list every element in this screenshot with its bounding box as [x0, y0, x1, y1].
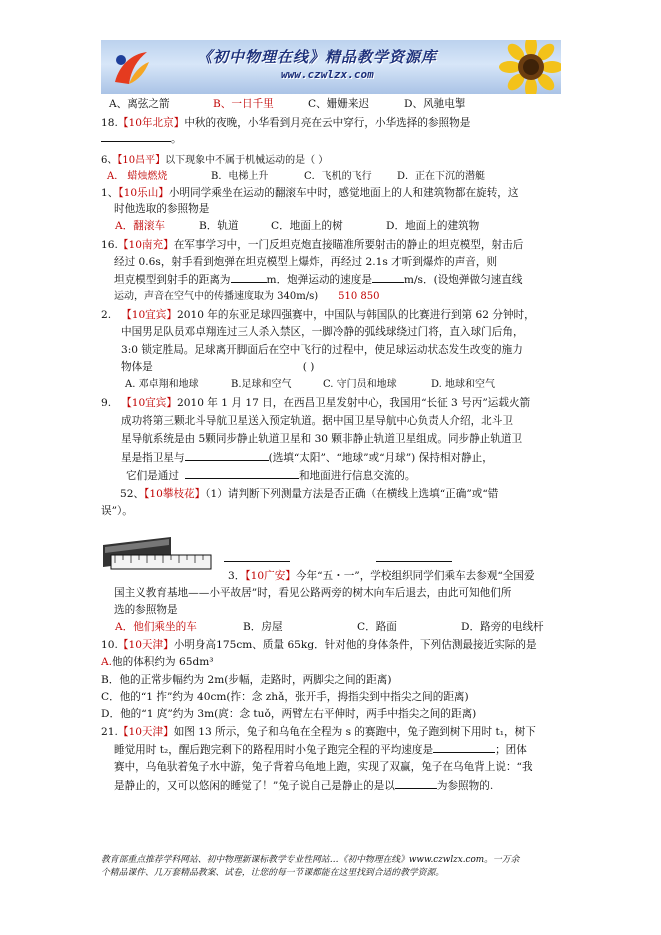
source-tag: 【10宜宾】 — [121, 397, 177, 409]
question-10-option-b: B．他的正常步幅约为 2m(步幅，走路时，两脚尖之间的距离) — [101, 674, 392, 686]
source-tag: 【10天津】 — [117, 726, 174, 738]
option-d: D．地面上的建筑物 — [386, 220, 480, 232]
ruler-figure — [101, 535, 213, 577]
answer-blank — [395, 778, 437, 789]
question-2-line2: 中国男足队员邓卓翔连过三人杀入禁区，一脚冷静的弧线球绕过门将，直入球门后角， — [121, 326, 524, 338]
question-3-line2: 国主义教育基地——小平故居”时，看见公路两旁的树木向车后退去，由此可知他们所 — [114, 587, 512, 599]
option-d: D. 地球和空气 — [431, 379, 496, 390]
footer-line-2: 个精品课件、几万套精品教案、试卷，让您的每一节课都能在这里找到合适的教学资源。 — [101, 868, 445, 878]
option-c: C．路面 — [357, 621, 397, 633]
question-10-option-a: A.他的体积约为 65dm³ — [101, 656, 214, 668]
option-a: A、离弦之箭 — [109, 98, 170, 110]
source-tag: 【10宜宾】 — [121, 309, 177, 321]
question-16-line2: 经过 0.6s，射手看到炮弹在坦克模型上爆炸，再经过 2.1s 才听到爆炸的声音，则 — [114, 256, 498, 268]
option-a: A．翻滚车 — [115, 220, 166, 232]
question-9: 9. 【10宜宾】2010 年 1 月 17 日，在西昌卫星发射中心，我国用“长征 3 号丙”运载火箭 — [101, 397, 531, 409]
question-2-line4: 物体是 ( ) — [121, 361, 315, 373]
option-b: B．轨道 — [199, 220, 239, 232]
source-tag: 【10攀枝花】 — [144, 488, 206, 500]
question-10-option-d: D．他的“1 庹”约为 3m(庹：念 tuǒ，两臂左右平伸时，两手中指尖之间的距离) — [101, 708, 477, 720]
answer-blank — [372, 272, 404, 283]
footer-line-1: 教育部重点推荐学科网站、初中物理新课标教学专业性网站…《初中物理在线》www.czwlzx.com。一万余 — [101, 855, 520, 865]
question-16-line3: 坦克模型到射手的距离为 m．炮弹运动的速度是 m/s．(设炮弹做匀速直线 — [114, 274, 523, 286]
source-tag: 【10乐山】 — [118, 187, 169, 199]
question-9-line4: 星是指卫星与 (选填“太阳”、“地球”或“月球”) 保持相对静止， — [121, 452, 493, 464]
option-a: A. 邓卓翔和地球 — [125, 379, 199, 390]
option-a: A． 蜡烛燃烧 — [107, 171, 168, 182]
question-18-blank: 。 — [101, 131, 571, 146]
option-c: C、姗姗来迟 — [308, 98, 370, 110]
question-21-line3: 赛中，乌龟驮着兔子水中游，兔子背着乌龟地上跑，实现了双赢，兔子在乌龟背上说：“我 — [114, 761, 533, 773]
option-b: B.足球和空气 — [231, 379, 292, 390]
question-1: 1、【10乐山】小明同学乘坐在运动的翻滚车中时，感觉地面上的人和建筑物都在旋转，这 — [101, 187, 519, 199]
source-tag: 【10天津】 — [117, 639, 174, 651]
answer-blank — [101, 131, 171, 142]
question-10: 10.【10天津】小明身高175cm、质量 65kg．针对他的身体条件，下列估测最接近实际的是 — [101, 639, 537, 651]
question-9-line2: 成功将第三颗北斗导航卫星送入预定轨道。据中国卫星导航中心负责人介绍，北斗卫 — [121, 415, 513, 427]
question-9-line5: 它们是通过 和地面进行信息交流的。 — [126, 470, 416, 482]
source-tag: 【10昌平】 — [117, 155, 166, 166]
question-1-cont: 时他选取的参照物是 — [114, 203, 210, 215]
source-tag: 【10广安】 — [245, 570, 296, 582]
option-b: B、一日千里 — [213, 98, 274, 110]
answer-blank — [185, 450, 269, 461]
question-2: 2. 【10宜宾】2010 年的东亚足球四强赛中，中国队与韩国队的比赛进行到第 62 分钟时， — [101, 309, 535, 321]
question-21-line2: 睡觉用时 t₂，醒后跑完剩下的路程用时小兔子跑完全程的平均速度是 ；团体 — [114, 744, 527, 756]
option-d: D．路旁的电线杆 — [461, 621, 544, 633]
option-a: A．他们乘坐的车 — [115, 621, 197, 633]
option-c: C．地面上的树 — [271, 220, 343, 232]
question-3-line3: 选的参照物是 — [114, 604, 178, 616]
option-d: D．正在下沉的潜艇 — [397, 171, 486, 182]
site-logo — [109, 46, 153, 90]
question-21: 21.【10天津】如图 13 所示，兔子和乌龟在全程为 s 的赛跑中，兔子跑到树下用时 t₁，树下 — [101, 726, 536, 738]
banner-title: 《初中物理在线》精品教学资源库 — [197, 48, 438, 66]
header-banner — [101, 40, 561, 94]
question-16: 16.【10南充】在军事学习中，一门反坦克炮直接瞄准所要射击的静止的坦克模型，射击后 — [101, 239, 524, 251]
question-6: 6、【10昌平】以下现象中不属于机械运动的是（ ） — [101, 155, 329, 166]
option-c: C. 守门员和地球 — [323, 379, 397, 390]
answer-blank — [231, 272, 267, 283]
source-tag: 【10南充】 — [117, 239, 174, 251]
option-b: B．电梯上升 — [211, 171, 269, 182]
answer-blank-1 — [224, 561, 290, 562]
question-18: 18.【10年北京】中秋的夜晚，小华看到月亮在云中穿行，小华选择的参照物是 — [101, 117, 471, 129]
question-21-line4: 是静止的，又可以悠闲的睡觉了！”兔子说自己是静止的是以 为参照物的. — [114, 780, 494, 792]
option-c: C．飞机的飞行 — [304, 171, 372, 182]
question-9-line3: 星导航系统是由 5颗同步静止轨道卫星和 30 颗非静止轨道卫星组成。同步静止轨道卫 — [121, 433, 523, 445]
sunflower-icon — [493, 40, 561, 94]
question-3: 3．【10广安】今年“五・一”，学校组织同学们乘车去参观“全国爱 — [228, 570, 535, 582]
question-2-line3: 3:0 锁定胜局。足球离开脚面后在空中飞行的过程中，使足球运动状态发生改变的施力 — [121, 344, 523, 356]
option-d: D、风驰电掣 — [404, 98, 466, 110]
answer-blank — [433, 742, 495, 753]
answer-blank-2 — [376, 561, 452, 562]
source-tag: 【10年北京】 — [117, 117, 185, 129]
question-52-line2: 误”）。 — [101, 505, 133, 517]
question-16-line4: 运动，声音在空气中的传播速度取为 340m/s) 510 850 — [114, 291, 380, 302]
banner-url: www.czwlzx.com — [281, 68, 374, 81]
question-10-option-c: C．他的“1 拃”约为 40cm(拃：念 zhǎ，张开手，拇指尖到中指尖之间的距离) — [101, 691, 469, 703]
answer-blank — [185, 468, 299, 479]
answer-text: 510 850 — [338, 291, 380, 302]
option-b: B．房屋 — [243, 621, 283, 633]
question-52: 52、【10攀枝花】（1）请判断下列测量方法是否正确（在横线上选填“正确”或“错 — [120, 488, 499, 500]
